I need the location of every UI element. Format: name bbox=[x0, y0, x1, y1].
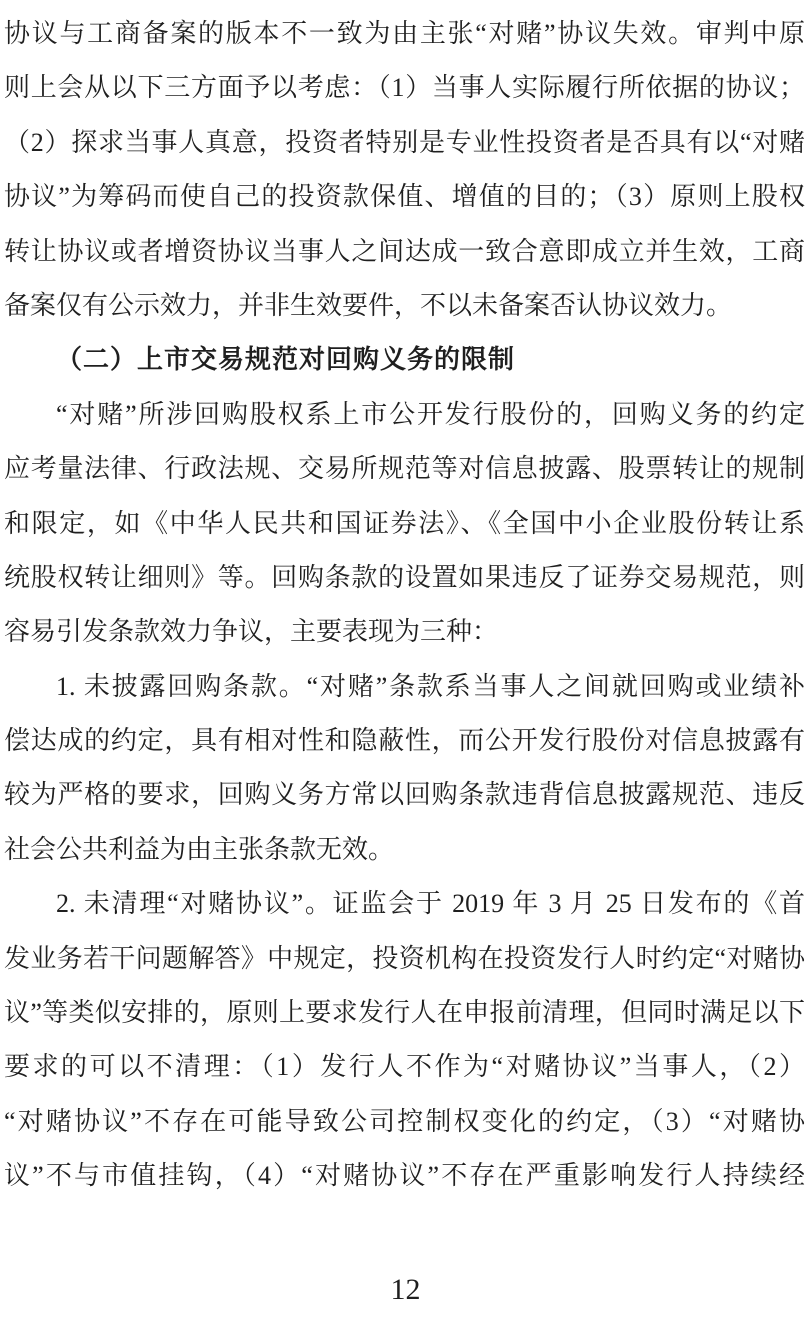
text-line: 统股权转让细则》等。回购条款的设置如果违反了证券交易规范，则 bbox=[4, 562, 805, 592]
text-line: 转让协议或者增资协议当事人之间达成一致合意即成立并生效，工商 bbox=[4, 236, 805, 266]
text-line: 议”等类似安排的，原则上要求发行人在申报前清理，但同时满足以下 bbox=[4, 998, 805, 1028]
text-line: 要求的可以不清理：（1）发行人不作为“对赌协议”当事人，（2） bbox=[4, 1052, 805, 1082]
text-line: 社会公共利益为由主张条款无效。 bbox=[4, 834, 395, 864]
text-line: 2. 未清理“对赌协议”。证监会于 2019 年 3 月 25 日发布的《首 bbox=[56, 889, 805, 919]
text-line: “对赌协议”不存在可能导致公司控制权变化的约定，（3）“对赌协 bbox=[4, 1106, 805, 1136]
text-line: 发业务若干问题解答》中规定，投资机构在投资发行人时约定“对赌协 bbox=[4, 943, 805, 973]
text-line: （2）探求当事人真意，投资者特别是专业性投资者是否具有以“对赌 bbox=[4, 127, 805, 157]
text-line: 应考量法律、行政法规、交易所规范等对信息披露、股票转让的规制 bbox=[4, 454, 805, 484]
page-number: 12 bbox=[390, 1273, 421, 1306]
document-text bbox=[4, 7, 805, 1204]
text-line: 偿达成的约定，具有相对性和隐蔽性，而公开发行股份对信息披露有 bbox=[4, 726, 805, 756]
text-line: 协议与工商备案的版本不一致为由主张“对赌”协议失效。审判中原 bbox=[4, 19, 805, 48]
text-line: 容易引发条款效力争议，主要表现为三种： bbox=[4, 617, 499, 647]
text-line: 较为严格的要求，回购义务方常以回购条款违背信息披露规范、违反 bbox=[4, 780, 805, 810]
text-line: 协议”为筹码而使自己的投资款保值、增值的目的；（3）原则上股权 bbox=[4, 182, 805, 212]
text-line: 备案仅有公示效力，并非生效要件，不以未备案否认协议效力。 bbox=[4, 290, 733, 320]
text-line: “对赌”所涉回购股权系上市公开发行股份的，回购义务的约定 bbox=[56, 399, 805, 429]
text-line: 和限定，如《中华人民共和国证券法》、《全国中小企业股份转让系 bbox=[4, 508, 805, 538]
text-line: 则上会从以下三方面予以考虑：（1）当事人实际履行所依据的协议； bbox=[4, 73, 805, 103]
text-line: 议”不与市值挂钩，（4）“对赌协议”不存在严重影响发行人持续经 bbox=[4, 1161, 805, 1191]
section-heading: （二）上市交易规范对回购义务的限制 bbox=[56, 345, 516, 375]
text-line: 1. 未披露回购条款。“对赌”条款系当事人之间就回购或业绩补 bbox=[56, 671, 805, 701]
